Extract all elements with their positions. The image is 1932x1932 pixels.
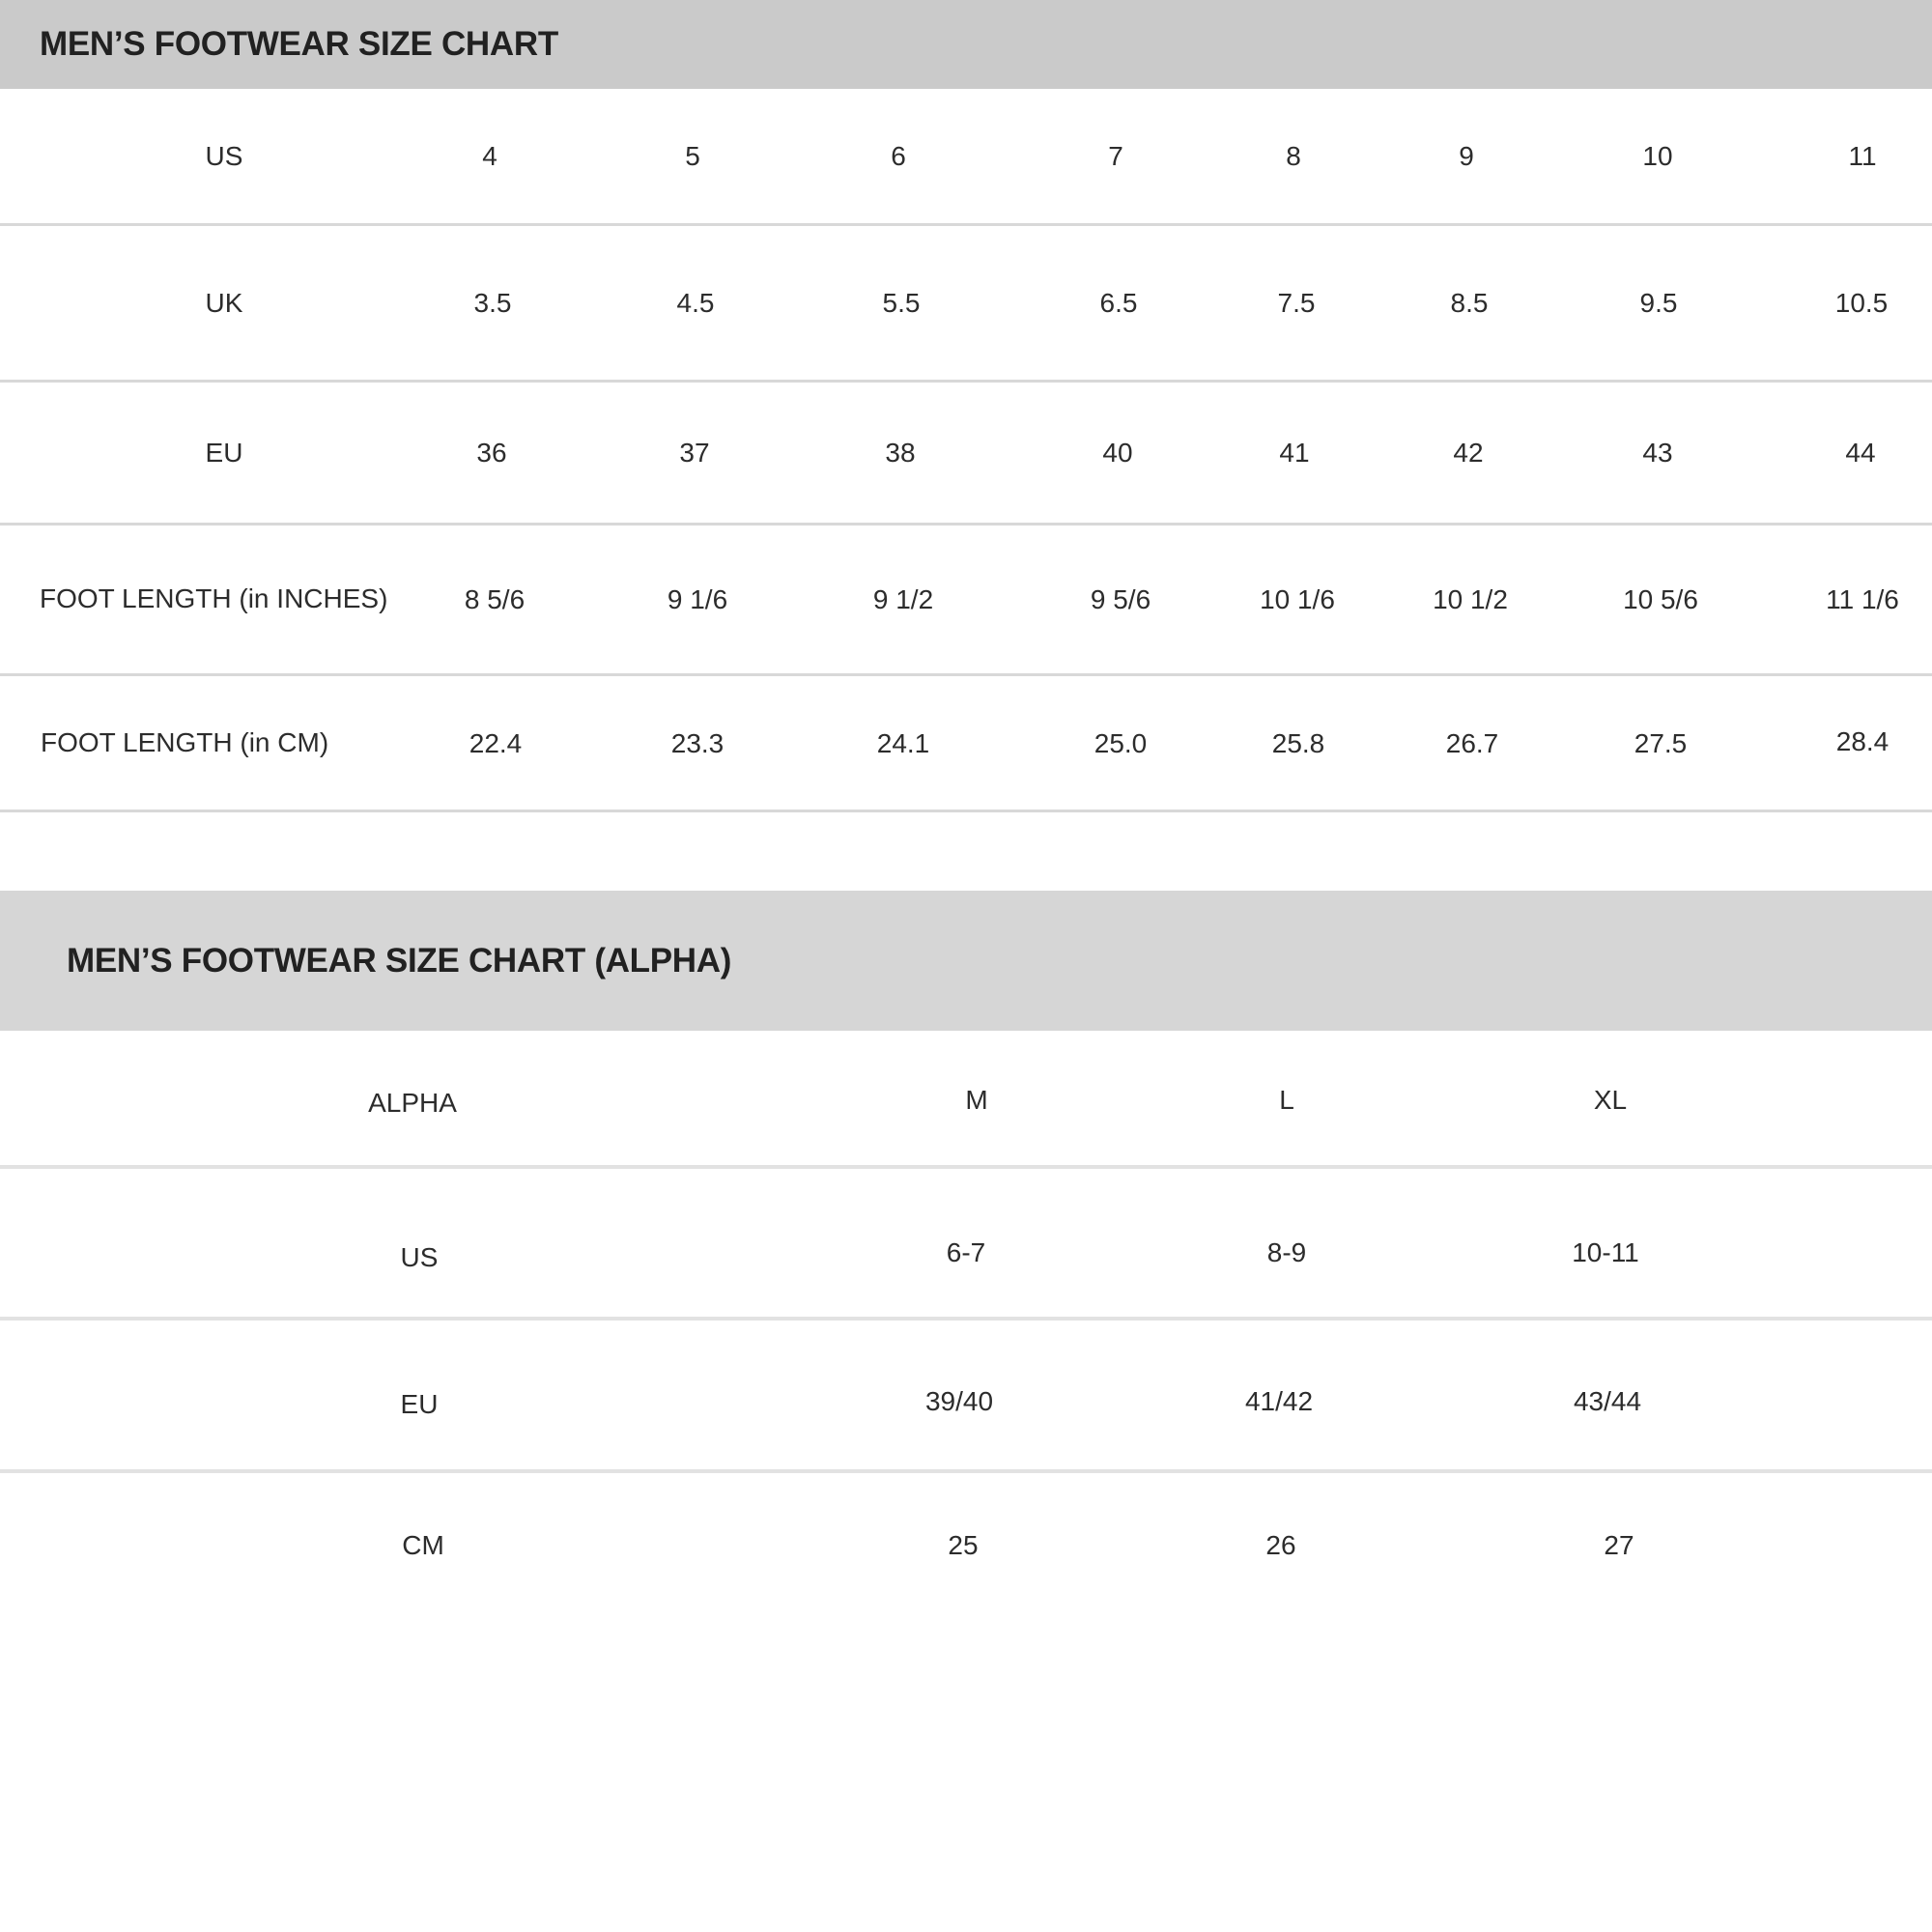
table-cell: 37 [679,438,710,468]
row-label-alpha: ALPHA [368,1088,457,1118]
table-cell: 7 [1108,141,1123,171]
table-cell: 8.5 [1450,288,1489,318]
table-cell: 6.5 [1099,288,1138,318]
table-cell: XL [1593,1085,1628,1115]
table-cell: 11 [1848,141,1877,171]
table-cell: 6 [891,141,906,171]
row-label-eu: EU [205,438,243,468]
table-cell: 24.1 [876,728,930,758]
row-divider [0,810,1932,812]
table-cell: 9 5/6 [1090,584,1151,614]
table-cell: 22.4 [469,728,523,758]
table-cell: 8 5/6 [464,584,526,614]
table-cell: 25.8 [1271,728,1325,758]
table-cell: 9 1/2 [872,584,934,614]
table-cell: 10 1/6 [1260,584,1335,614]
table-cell: 25 [948,1530,979,1560]
table-cell: 44 [1845,438,1876,468]
table-cell: 10.5 [1834,288,1889,318]
table-cell: 9.5 [1639,288,1678,318]
table-row-foot-length-cm [0,676,1932,811]
table-row-alpha [0,1032,1932,1165]
table-cell: 41/42 [1244,1386,1314,1416]
table-row-foot-length-inches [0,526,1932,674]
table-cell: 26 [1265,1530,1296,1560]
table-cell: 9 [1459,141,1474,171]
row-label-alpha-eu: EU [400,1389,439,1419]
table-cell: 40 [1102,438,1133,468]
table-cell: 41 [1279,438,1310,468]
table-row-us [0,89,1932,224]
table-cell: 11 1/6 [1826,584,1899,614]
row-label-alpha-cm: CM [402,1530,444,1560]
table-cell: 42 [1453,438,1484,468]
row-label-foot-length-inches: FOOT LENGTH (in INCHES) [40,583,388,613]
table-cell: 27 [1604,1530,1634,1560]
table-cell: M [965,1085,988,1115]
row-label-alpha-us: US [400,1241,439,1272]
table-cell: 7.5 [1277,288,1316,318]
table-cell: 4.5 [676,288,715,318]
row-label-us: US [205,141,243,171]
table-row-alpha-eu [0,1321,1932,1469]
table-cell: 10 5/6 [1623,584,1698,614]
table-cell: 10-11 [1572,1236,1639,1267]
alpha-size-chart-header [0,891,1932,1031]
table-cell: 5.5 [882,288,921,318]
table-row-eu [0,383,1932,524]
table-cell: 28.4 [1835,726,1889,756]
table-cell: 27.5 [1634,728,1688,758]
table-row-uk [0,226,1932,381]
table-cell: 38 [885,438,916,468]
table-cell: 8-9 [1266,1236,1307,1267]
alpha-size-chart-title: MEN’S FOOTWEAR SIZE CHART (ALPHA) [67,942,732,980]
table-cell: 5 [685,141,700,171]
table-cell: 36 [476,438,507,468]
table-row-alpha-cm [0,1473,1932,1618]
table-cell: 25.0 [1094,728,1148,758]
table-cell: 43/44 [1573,1386,1642,1416]
table-cell: 26.7 [1445,728,1499,758]
table-cell: 43 [1642,438,1673,468]
table-cell: 4 [482,141,497,171]
table-cell: 39/40 [924,1386,994,1416]
size-chart-title: MEN’S FOOTWEAR SIZE CHART [40,25,558,63]
table-cell: 6-7 [946,1236,986,1267]
table-cell: 10 1/2 [1433,584,1508,614]
row-label-uk: UK [205,288,243,318]
size-chart-header [0,0,1932,89]
table-row-alpha-us [0,1169,1932,1317]
table-cell: 8 [1286,141,1301,171]
row-label-foot-length-cm: FOOT LENGTH (in CM) [41,727,329,757]
table-cell: 10 [1642,141,1673,171]
table-cell: 3.5 [473,288,512,318]
table-cell: 23.3 [670,728,724,758]
table-cell: 9 1/6 [667,584,728,614]
table-cell: L [1279,1085,1294,1115]
